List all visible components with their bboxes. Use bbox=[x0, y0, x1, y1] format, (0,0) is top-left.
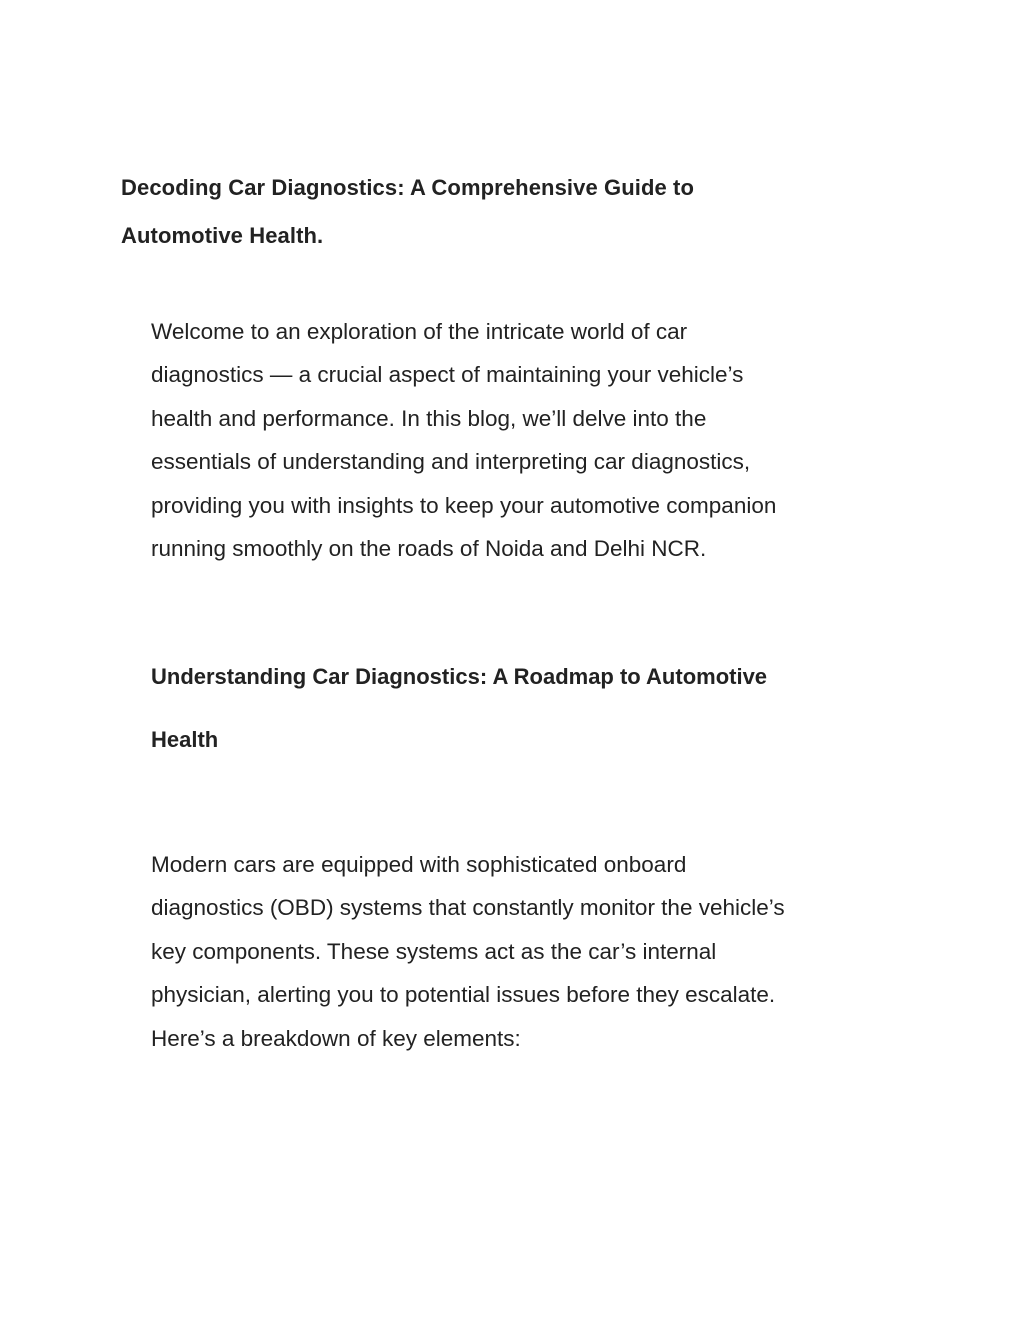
paragraph-line: physician, alerting you to potential issues before they escalate. bbox=[151, 982, 776, 1008]
obd-paragraph bbox=[151, 843, 871, 1060]
paragraph-line: diagnostics (OBD) systems that constantly monitor the vehicle’s bbox=[151, 895, 785, 921]
paragraph-line: diagnostics — a crucial aspect of maintaining your vehicle’s bbox=[151, 362, 744, 388]
paragraph-line: health and performance. In this blog, we’ll delve into the bbox=[151, 405, 707, 431]
section-heading bbox=[151, 645, 881, 771]
paragraph-line: Modern cars are equipped with sophisticated onboard bbox=[151, 852, 687, 877]
title-line: Decoding Car Diagnostics: A Comprehensive Guide to bbox=[121, 175, 695, 200]
document-title bbox=[121, 164, 881, 260]
heading-line: Health bbox=[151, 727, 219, 752]
paragraph-line: Welcome to an exploration of the intricate world of car bbox=[151, 319, 688, 344]
paragraph-line: running smoothly on the roads of Noida and Delhi NCR. bbox=[151, 536, 707, 562]
intro-paragraph bbox=[151, 310, 871, 570]
paragraph-line: Here’s a breakdown of key elements: bbox=[151, 1025, 521, 1051]
heading-line: Understanding Car Diagnostics: A Roadmap to Automotive bbox=[151, 664, 768, 689]
title-line: Automotive Health. bbox=[121, 223, 324, 248]
paragraph-line: key components. These systems act as the car’s internal bbox=[151, 938, 717, 964]
paragraph-line: providing you with insights to keep your automotive companion bbox=[151, 492, 777, 518]
paragraph-line: essentials of understanding and interpreting car diagnostics, bbox=[151, 449, 751, 475]
